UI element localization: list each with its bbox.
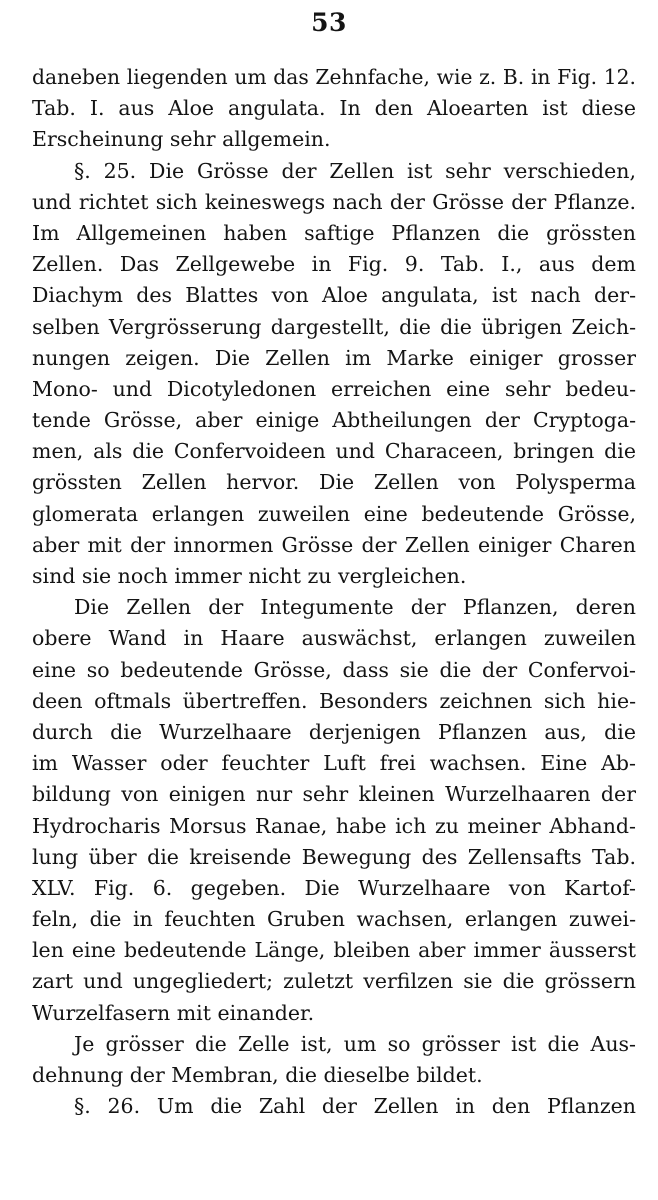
text-line: selben Vergrösserung dargestellt, die die übrigen Zeich- bbox=[32, 314, 636, 339]
text-line: nungen zeigen. Die Zellen im Marke einiger grosser bbox=[32, 345, 636, 370]
text-line: Hydrocharis Morsus Ranae, habe ich zu meiner Abhand- bbox=[32, 813, 636, 838]
text-line: Wurzelfasern mit einander. bbox=[32, 1000, 315, 1025]
text-line: len eine bedeutende Länge, bleiben aber immer äusserst bbox=[32, 938, 636, 963]
text-line: Zellen. Das Zellgewebe in Fig. 9. Tab. I., aus dem bbox=[32, 252, 636, 277]
text-line: Die Zellen der Integumente der Pflanzen, deren bbox=[74, 595, 636, 620]
text-line: dehnung der Membran, die dieselbe bildet. bbox=[32, 1063, 483, 1087]
text-line: Tab. I. aus Aloe angulata. In den Aloearten ist diese bbox=[32, 96, 636, 121]
text-line: obere Wand in Haare auswächst, erlangen zuweilen bbox=[32, 626, 636, 651]
text-line: eine so bedeutende Grösse, dass sie die der Confervoi- bbox=[32, 657, 636, 682]
text-line: deen oftmals übertreffen. Besonders zeichnen sich hie- bbox=[32, 688, 636, 713]
text-line: lung über die kreisende Bewegung des Zellensafts Tab. bbox=[32, 844, 636, 869]
text-line: zart und ungegliedert; zuletzt verfilzen sie die grössern bbox=[32, 969, 636, 994]
text-line: §. 25. Die Grösse der Zellen ist sehr verschieden, bbox=[74, 158, 636, 183]
text-line: men, als die Confervoideen und Characeen, bringen die bbox=[32, 439, 636, 464]
text-line: und richtet sich keineswegs nach der Grösse der Pflanze. bbox=[32, 189, 636, 214]
text-line: tende Grösse, aber einige Abtheilungen der Cryptoga- bbox=[32, 408, 636, 433]
text-line: sind sie noch immer nicht zu vergleichen. bbox=[32, 564, 467, 588]
text-line: §. 26. Um die Zahl der Zellen in den Pflanzen bbox=[74, 1094, 636, 1119]
text-line: XLV. Fig. 6. gegeben. Die Wurzelhaare von Kartof- bbox=[32, 875, 636, 900]
text-line: daneben liegenden um das Zehnfache, wie z. B. in Fig. 12. bbox=[32, 65, 636, 89]
text-line: Im Allgemeinen haben saftige Pflanzen die grössten bbox=[32, 220, 636, 245]
text-line: Erscheinung sehr allgemein. bbox=[32, 127, 331, 152]
text-line: grössten Zellen hervor. Die Zellen von Polysperma bbox=[32, 470, 636, 495]
page-number: 53 bbox=[311, 8, 347, 37]
text-line: Je grösser die Zelle ist, um so grösser ist die Aus- bbox=[74, 1031, 636, 1056]
text-line: Diachym des Blattes von Aloe angulata, ist nach der- bbox=[32, 283, 636, 308]
text-line: feln, die in feuchten Gruben wachsen, erlangen zuwei- bbox=[32, 907, 636, 932]
text-line: im Wasser oder feuchter Luft frei wachsen. Eine Ab- bbox=[32, 751, 636, 776]
text-line: bildung von einigen nur sehr kleinen Wurzelhaaren der bbox=[32, 782, 636, 807]
text-line: glomerata erlangen zuweilen eine bedeutende Grösse, bbox=[32, 501, 636, 526]
text-line: Mono- und Dicotyledonen erreichen eine sehr bedeu- bbox=[32, 376, 636, 401]
text-line: durch die Wurzelhaare derjenigen Pflanzen aus, die bbox=[32, 719, 636, 744]
body-text bbox=[32, 62, 636, 1122]
text-line: aber mit der innormen Grösse der Zellen einiger Charen bbox=[32, 532, 636, 557]
